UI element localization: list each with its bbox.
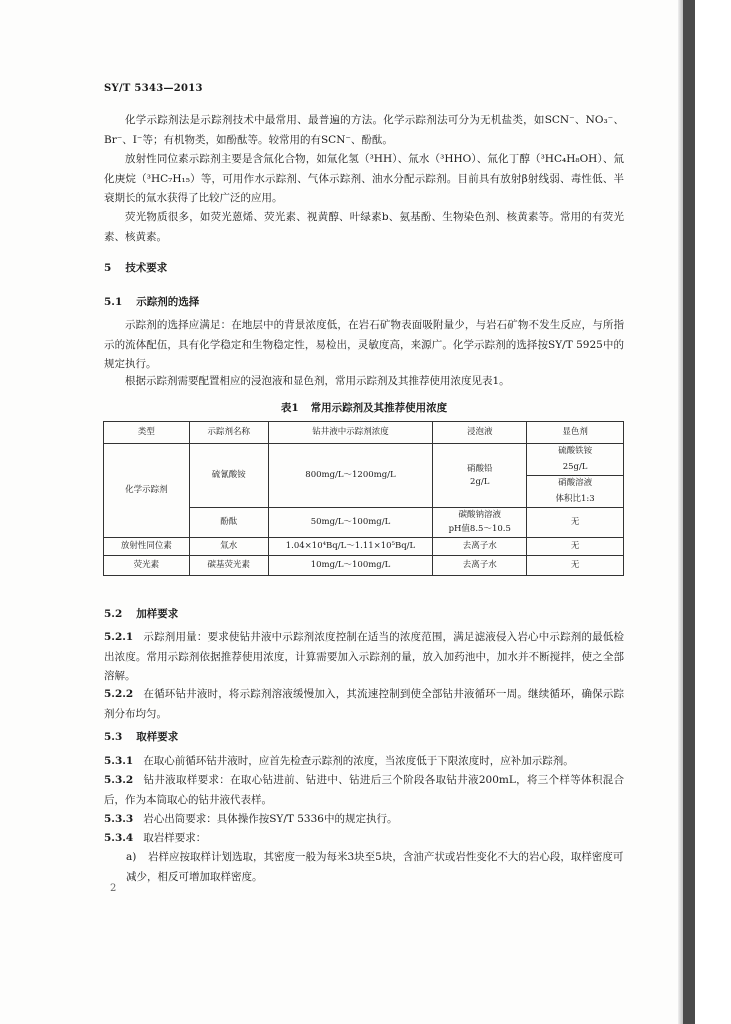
section-5-3-heading <box>104 729 178 744</box>
paragraph-chemical-tracers: 化学示踪剂法是示踪剂技术中最常用、最普遍的方法。化学示踪剂法可分为无机盐类，如SCN⁻、NO₃⁻、Br⁻、I⁻等；有机物类，如酚酞等。较常用的有SCN⁻、酚酞。 <box>104 114 624 146</box>
cell-soak-solution: pH值8.5～10.5 <box>433 523 527 538</box>
clause-number: 5.3.3 <box>104 813 134 825</box>
cell-concentration: 1.04×10⁴Bq/L～1.11×10⁵Bq/L <box>268 538 433 556</box>
clause-text: 在循环钻井液时，将示踪剂溶液缓慢加入，其流速控制到使全部钻井液循环一周。继续循环，确保示踪剂分布均匀。 <box>104 688 624 720</box>
section-title: 取样要求 <box>136 731 179 743</box>
cell-color-reagent: 体积比1:3 <box>527 492 624 508</box>
header-type: 类型 <box>104 422 190 444</box>
clause-text: 在取心前循环钻井液时，应首先检查示踪剂的浓度，当浓度低于下限浓度时，应补加示踪剂。 <box>143 755 574 767</box>
list-item-a <box>126 848 624 887</box>
clause-5-2-2 <box>104 685 624 724</box>
list-label: a) <box>126 851 137 863</box>
standard-code-header: SY/T 5343—2013 <box>104 83 203 94</box>
section-5-heading <box>104 260 167 275</box>
clause-5-3-3 <box>104 810 624 830</box>
header-color-reagent: 显色剂 <box>527 422 624 444</box>
section-number: 5.2 <box>104 608 123 620</box>
table-row <box>104 444 624 460</box>
cell-color-reagent: 无 <box>527 556 624 576</box>
cell-concentration: 800mg/L～1200mg/L <box>268 444 433 508</box>
page-margin <box>695 0 731 1024</box>
clause-text: 取岩样要求： <box>143 832 207 844</box>
section-number: 5.3 <box>104 731 123 743</box>
table-number: 表1 <box>280 402 299 414</box>
cell-type: 荧光素 <box>104 556 190 576</box>
cell-type: 化学示踪剂 <box>104 444 190 538</box>
paragraph-radioactive-tracers: 放射性同位素示踪剂主要是含氚化合物，如氚化氢（³HH）、氚水（³HHO）、氚化丁醇（³HC₄H₈OH）、氚化庚烷（³HC₇H₁₅）等，可用作水示踪剂、气体示踪剂、油水分配示踪剂。目前具有放射β射线弱、毒性低、半衰期长的氚水获得了比较广泛的应用。 <box>104 153 624 204</box>
header-soak-solution: 浸泡液 <box>433 422 527 444</box>
book-spine <box>683 0 695 1024</box>
cell-soak-solution: 硝酸铅 2g/L <box>433 444 527 508</box>
clause-text: 岩心出筒要求：具体操作按SY/T 5336中的规定执行。 <box>143 813 398 825</box>
section-title: 加样要求 <box>136 608 179 620</box>
clause-number: 5.3.4 <box>104 832 134 844</box>
cell-soak-solution: 去离子水 <box>433 538 527 556</box>
paragraph-fluorescent-tracers: 荧光物质很多，如荧光蒽烯、荧光素、视黄醇、叶绿素b、氨基酚、生物染色剂、核黄素等。常用的有荧光素、核黄素。 <box>104 211 624 243</box>
paragraph-tracer-selection: 示踪剂的选择应满足：在地层中的背景浓度低，在岩石矿物表面吸附量少，与岩石矿物不发生反应，与所指示的流体配伍，具有化学稳定和生物稳定性，易检出，灵敏度高，来源广。化学示踪剂的选择按SY/T 5925中的规定执行。 <box>104 319 624 370</box>
clause-5-3-1 <box>104 752 624 772</box>
tracer-table <box>103 421 624 576</box>
cell-soak-solution: 去离子水 <box>433 556 527 576</box>
clause-text: 钻井液取样要求：在取心钻进前、钻进中、钻进后三个阶段各取钻井液200mL，将三个样等体积混合后，作为本筒取心的钻井液代表样。 <box>104 774 624 806</box>
clause-5-3-2 <box>104 771 624 810</box>
cell-tracer-name: 酚酞 <box>189 508 268 538</box>
cell-color-reagent: 硝酸溶液 <box>527 476 624 492</box>
section-title: 示踪剂的选择 <box>136 296 200 308</box>
cell-type: 放射性同位素 <box>104 538 190 556</box>
page-number: 2 <box>110 883 117 894</box>
list-text: 岩样应按取样计划选取，其密度一般为每米3块至5块，含油产状或岩性变化不大的岩心段，取样密度可减少，相反可增加取样密度。 <box>126 851 624 883</box>
clause-text: 示踪剂用量：要求使钻井液中示踪剂浓度控制在适当的浓度范围，满足滤液侵入岩心中示踪剂的最低检出浓度。常用示踪剂依据推荐使用浓度，计算需要加入示踪剂的量，放入加药池中，加水并不断搅拌，使之全部溶解。 <box>104 631 624 682</box>
cell-color-reagent: 硫酸铁铵 <box>527 444 624 460</box>
section-title: 技术要求 <box>125 262 168 274</box>
cell-tracer-name: 碳基荧光素 <box>189 556 268 576</box>
cell-tracer-name: 硫氰酸铵 <box>189 444 268 508</box>
cell-concentration: 50mg/L～100mg/L <box>268 508 433 538</box>
table-header-row <box>104 422 624 444</box>
clause-number: 5.3.1 <box>104 755 134 767</box>
header-concentration: 钻井液中示踪剂浓度 <box>268 422 433 444</box>
cell-color-reagent: 无 <box>527 508 624 538</box>
cell-tracer-name: 氚水 <box>189 538 268 556</box>
clause-number: 5.3.2 <box>104 774 134 786</box>
clause-5-2-1 <box>104 628 624 687</box>
paragraph-table-reference: 根据示踪剂需要配置相应的浸泡液和显色剂，常用示踪剂及其推荐使用浓度见表1。 <box>125 375 510 387</box>
table-row <box>104 538 624 556</box>
clause-number: 5.2.1 <box>104 631 134 643</box>
clause-5-3-4 <box>104 829 624 849</box>
section-5-2-heading <box>104 606 178 621</box>
clause-number: 5.2.2 <box>104 688 134 700</box>
table-caption <box>104 400 624 415</box>
section-number: 5.1 <box>104 296 123 308</box>
table-row <box>104 556 624 576</box>
cell-soak-solution: 碳酸钠溶液 <box>433 508 527 523</box>
cell-color-reagent: 无 <box>527 538 624 556</box>
section-number: 5 <box>104 262 112 274</box>
header-tracer-name: 示踪剂名称 <box>189 422 268 444</box>
section-5-1-heading <box>104 294 199 309</box>
table-title: 常用示踪剂及其推荐使用浓度 <box>310 402 448 414</box>
cell-color-reagent: 25g/L <box>527 460 624 476</box>
cell-concentration: 10mg/L～100mg/L <box>268 556 433 576</box>
